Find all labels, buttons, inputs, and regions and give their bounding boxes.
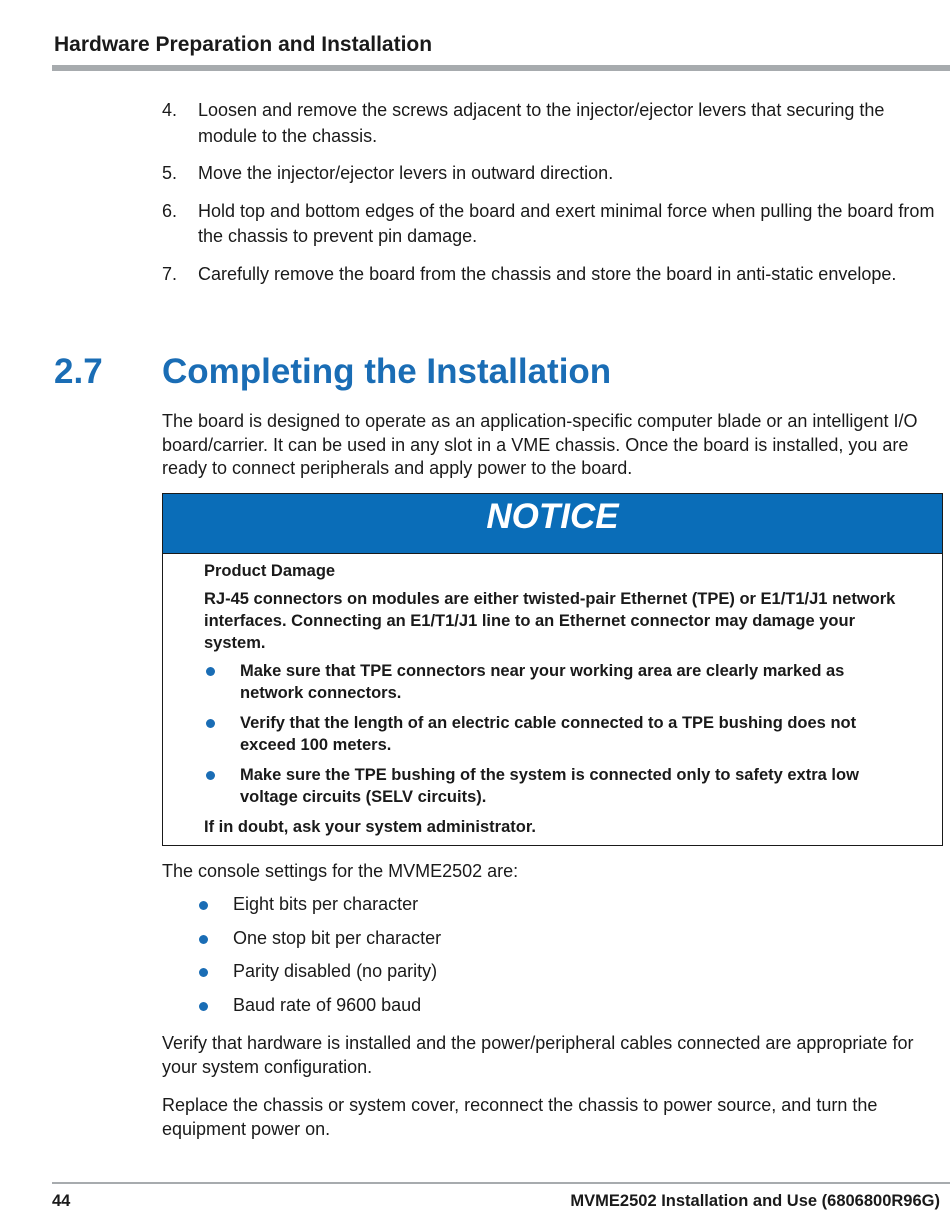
bullet-dot-icon (199, 935, 208, 944)
console-settings (162, 860, 948, 1028)
section-number: 2.7 (54, 352, 103, 391)
list-item (162, 960, 948, 994)
list-item (162, 927, 948, 961)
procedure-steps (162, 98, 948, 299)
bullet-dot-icon (206, 719, 215, 728)
console-lead: The console settings for the MVME2502 are: (162, 861, 519, 881)
list-item-text: Baud rate of 9600 baud (233, 995, 422, 1016)
step-number: 5. (162, 163, 178, 183)
page-number: 44 (52, 1192, 71, 1210)
step-text: Move the injector/ejector levers in outward direction. (198, 163, 614, 183)
step-text: Loosen and remove the screws adjacent to the injector/ejector levers that securing the module to the chassis. (198, 100, 885, 146)
notice-bullet-text: Make sure the TPE bushing of the system is connected only to safety extra low voltage circuits (SELV circuits). (240, 766, 859, 806)
header-rule (52, 65, 950, 71)
notice-heading: Product Damage (204, 562, 336, 580)
step-item (162, 161, 948, 187)
running-header-title: Hardware Preparation and Installation (54, 33, 433, 56)
list-item-text: Eight bits per character (233, 894, 419, 914)
list-item (162, 893, 948, 927)
notice-bullet-text: Make sure that TPE connectors near your working area are clearly marked as network connectors. (240, 662, 845, 702)
step-item (162, 199, 948, 250)
list-item (162, 994, 948, 1028)
intro-paragraph: The board is designed to operate as an application-specific computer blade or an intelligent I/O board/carrier. It can be used in any slot in a VME chassis. Once the board is installed, you are ready to connect peripherals and apply power to the board. (162, 411, 918, 478)
list-item-text: Parity disabled (no parity) (233, 961, 438, 982)
step-number: 6. (162, 200, 178, 221)
bullet-dot-icon (199, 901, 208, 910)
notice-bullet (204, 764, 910, 808)
verify-paragraph: Verify that hardware is installed and the power/peripheral cables connected are appropriate for your system configuration. (162, 1033, 914, 1077)
section-title: Completing the Installation (162, 352, 612, 391)
notice-bullet (204, 660, 910, 704)
notice-box (162, 493, 943, 846)
step-text: Carefully remove the board from the chassis and store the board in anti-static envelope. (198, 263, 897, 284)
step-item (162, 98, 948, 149)
step-text: Hold top and bottom edges of the board and exert minimal force when pulling the board from the chassis to prevent pin damage. (198, 200, 935, 246)
replace-paragraph: Replace the chassis or system cover, reconnect the chassis to power source, and turn the equipment power on. (162, 1095, 878, 1139)
footer-rule (52, 1182, 950, 1184)
step-number: 4. (162, 100, 178, 120)
document-title: MVME2502 Installation and Use (6806800R96G) (570, 1192, 940, 1210)
bullet-dot-icon (199, 1002, 208, 1011)
bullet-dot-icon (199, 968, 208, 977)
bullet-dot-icon (206, 667, 215, 676)
bullet-dot-icon (206, 771, 215, 780)
list-item-text: One stop bit per character (233, 927, 442, 948)
notice-text: RJ-45 connectors on modules are either twisted-pair Ethernet (TPE) or E1/T1/J1 network interfaces. Connecting an E1/T1/J1 line to an Ethernet connector may damage your system. (204, 590, 896, 652)
step-item (162, 262, 948, 288)
notice-bullet (204, 712, 910, 756)
notice-bullet-text: Verify that the length of an electric cable connected to a TPE bushing does not exceed 100 meters. (240, 714, 857, 754)
step-number: 7. (162, 263, 178, 284)
console-list (162, 893, 948, 1028)
notice-label: NOTICE (163, 494, 942, 554)
notice-footer: If in doubt, ask your system administrator. (204, 818, 536, 836)
notice-body (163, 554, 942, 838)
